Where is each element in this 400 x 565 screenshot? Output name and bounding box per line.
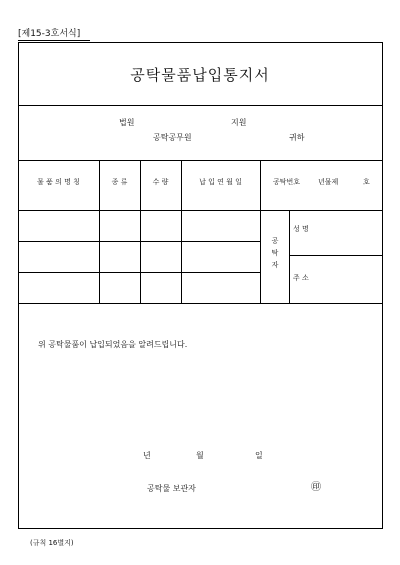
form-number-underline bbox=[18, 40, 90, 41]
header-divider bbox=[19, 210, 382, 211]
deposit-no-suffix: 호 bbox=[363, 178, 370, 186]
header-quantity: 수 량 bbox=[152, 178, 169, 186]
honorific-label: 귀하 bbox=[289, 133, 305, 142]
footer-rule: (규칙 16별지) bbox=[30, 539, 74, 547]
deposit-year-label: 년물제 bbox=[318, 178, 339, 186]
table-bottom bbox=[19, 303, 382, 304]
seal-icon: ㊞ bbox=[311, 482, 321, 493]
form-number: [제15-3호서식] bbox=[18, 29, 81, 39]
custodian-label: 공탁물 보관자 bbox=[147, 484, 196, 493]
officer-label: 공탁공무원 bbox=[153, 133, 192, 142]
address-label: 주 소 bbox=[293, 274, 309, 282]
header-item-name: 물 품 의 명 칭 bbox=[37, 178, 80, 186]
name-label: 성 명 bbox=[293, 225, 309, 233]
deposit-number-label: 공탁번호 bbox=[273, 178, 301, 186]
header-type: 종 류 bbox=[111, 178, 128, 186]
depositor-label: 공 탁 자 bbox=[271, 237, 279, 269]
address-divider bbox=[19, 160, 382, 161]
page-title: 공탁물품납입통지서 bbox=[130, 66, 270, 84]
date-day: 일 bbox=[255, 451, 263, 460]
branch-label: 지원 bbox=[231, 118, 247, 127]
date-year: 년 bbox=[143, 451, 151, 460]
col-divider-depositor bbox=[289, 210, 290, 303]
date-month: 월 bbox=[196, 451, 204, 460]
court-label: 법원 bbox=[119, 118, 135, 127]
depositor-divider bbox=[289, 255, 382, 256]
title-divider bbox=[19, 105, 382, 106]
col-divider-4 bbox=[260, 160, 261, 303]
notice-text: 위 공탁물품이 납입되었음을 알려드립니다. bbox=[38, 340, 188, 349]
header-payment-date: 납 입 연 월 일 bbox=[199, 178, 242, 186]
